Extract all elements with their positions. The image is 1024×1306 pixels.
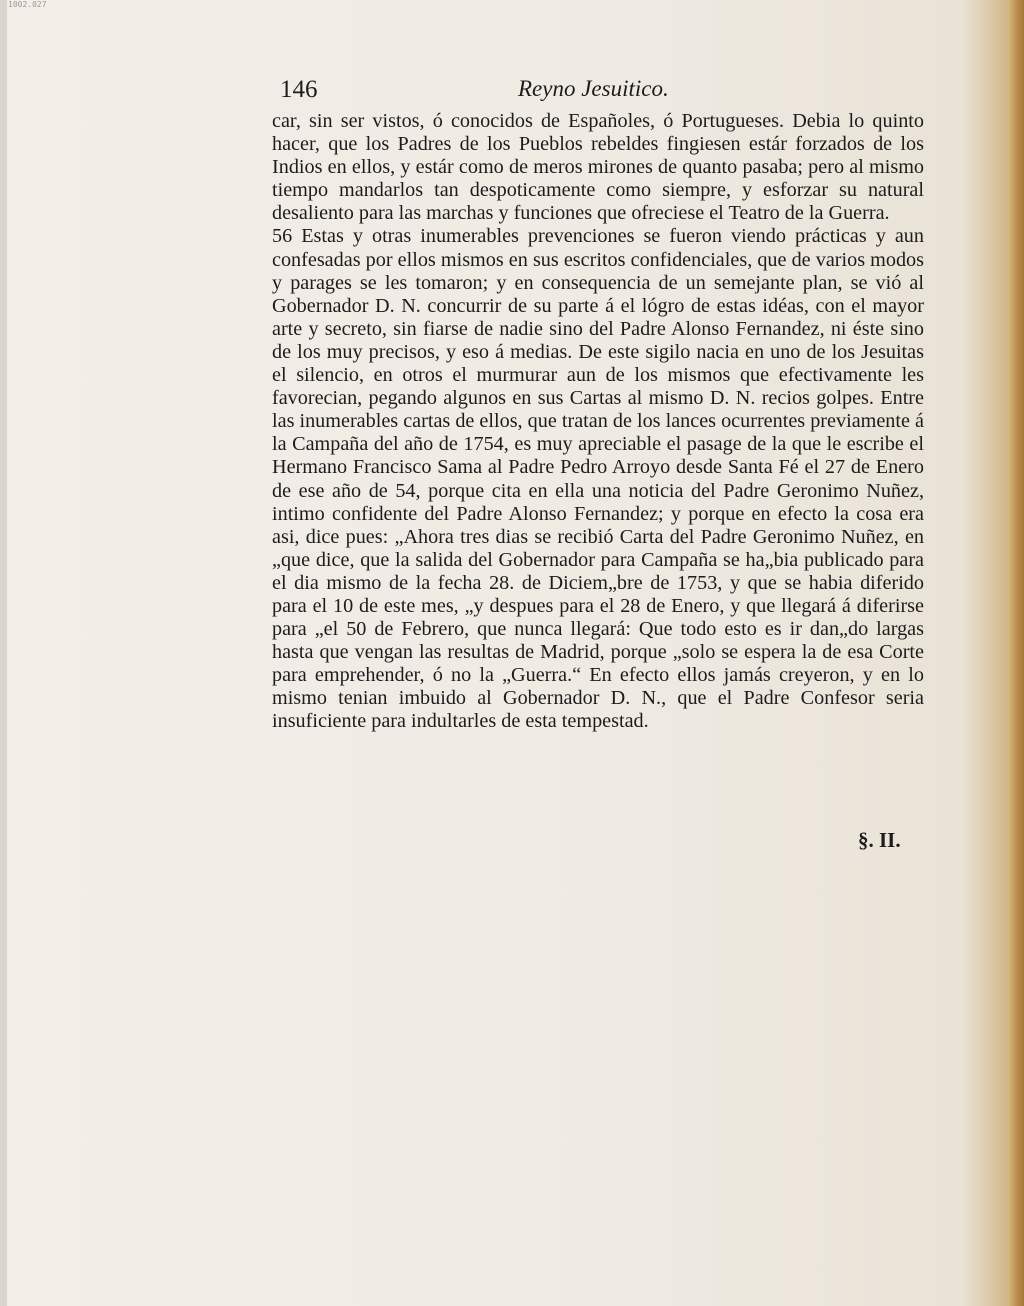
paragraph-56: 56 Estas y otras inumerables prevenciones se fueron viendo prácticas y aun confesadas por ellos mismos en sus escritos confidenciales, que de varios modos y parages se les tomaron; y en consequencia de un semejante plan, se vió al Gobernador D. N. concurrir de su parte á el lógro de estas idéas, con el mayor arte y secreto, sin fiarse de nadie sino del Padre Alonso Fernandez, ni éste sino de los muy precisos, y eso á medias. De este sigilo nacia en uno de los Jesuitas el silencio, en otros el murmurar aun de los mismos que efectivamente les favorecian, pegando algunos en sus Cartas al mismo D. N. recios golpes. Entre las inumerables cartas de ellos, que tratan de los lances ocurrentes previamente á la Campaña del año de 1754, es muy apreciable el pasage de la que le escribe el Hermano Francisco Sama al Padre Pedro Arroyo desde Santa Fé el 27 de Enero de ese año de 54, porque cita en ella una noticia del Padre Geronimo Nuñez, intimo confidente del Padre Alonso Fernandez; y porque en efecto la cosa era asi, dice pues: „Ahora tres dias se recibió Carta del Padre Geronimo Nuñez, en „que dice, que la salida del Gobernador para Campaña se ha„bia publicado para el dia mismo de la fecha 28. de Diciem„bre de 1753, y que se habia diferido para el 10 de este mes, „y despues para el 28 de Enero, y que llegará á diferirse para „el 50 de Febrero, que nunca llegará: Que todo esto es ir dan„do largas hasta que vengan las resultas de Madrid, porque „solo se espera la de esa Corte para emprehender, ó no la „Guerra.“ En efecto ellos jamás creyeron, y en lo mismo tenian imbuido al Gobernador D. N., que el Padre Confesor seria insuficiente para indultarles de esta tempestad. xyxy=(272,225,924,733)
book-spine-edge xyxy=(1008,0,1024,1306)
paragraph-continuation: car, sin ser vistos, ó conocidos de Españoles, ó Portugueses. Debia lo quinto hacer, que los Padres de los Pueblos rebeldes fingiesen estár forzados de los Indios en ellos, y estár como de meros mirones de quanto pasaba; pero al mismo tiempo mandarlos tan despoticamente como siempre, y esforzar su natural desaliento para las marchas y funciones que ofreciese el Teatro de la Guerra. xyxy=(272,110,924,225)
running-title: Reyno Jesuitico. xyxy=(518,76,669,101)
page-number: 146 xyxy=(280,76,318,103)
page-header xyxy=(272,76,924,110)
catchword: §. II. xyxy=(858,828,901,852)
scan-left-margin xyxy=(0,0,7,1306)
body-text xyxy=(272,110,924,734)
scan-stamp: 1002.027 xyxy=(8,0,47,9)
book-page xyxy=(272,76,924,734)
